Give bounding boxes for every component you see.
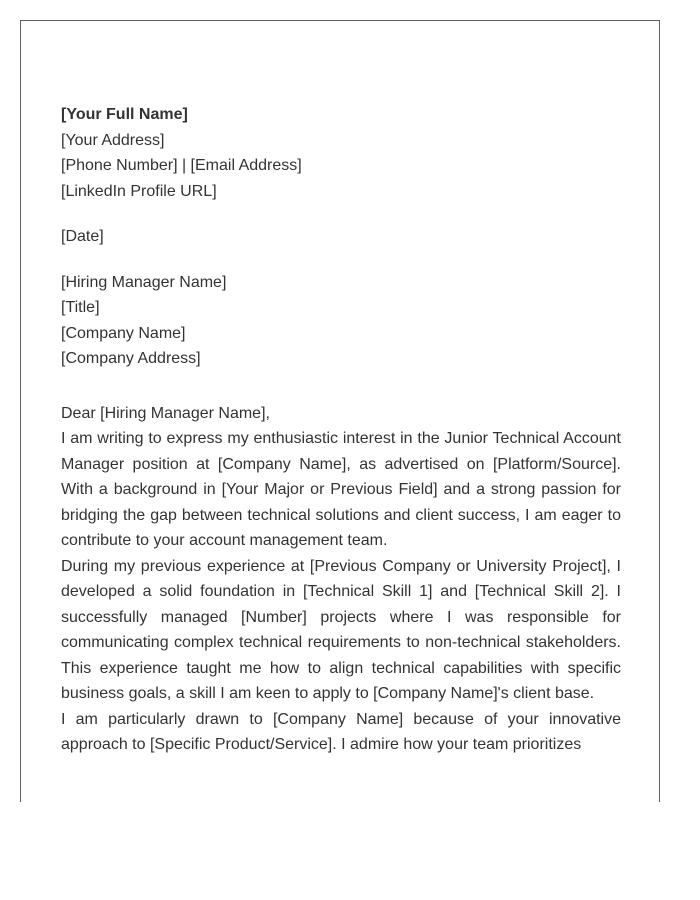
body-paragraph-2: During my previous experience at [Previous Company or University Project], I developed a solid foundation in [Technical Skill 1] and [Technical Skill 2]. I successfully managed [Number] projects where I was responsible for communicating complex technical requirements to non-technical stakeholders. This experience taught me how to align technical capabilities with specific business goals, a skill I am keen to apply to [Company Name]'s client base. (61, 557, 621, 702)
recipient-title: [Title] (61, 299, 100, 316)
sender-block (61, 102, 621, 204)
date-block (61, 224, 621, 250)
greeting: Dear [Hiring Manager Name], (61, 404, 270, 422)
letter-page (20, 20, 660, 802)
recipient-manager-name: [Hiring Manager Name] (61, 273, 227, 291)
sender-address: [Your Address] (61, 131, 165, 149)
recipient-block (61, 270, 621, 372)
sender-full-name: [Your Full Name] (61, 106, 188, 123)
letter-date: [Date] (61, 228, 104, 245)
recipient-company-address: [Company Address] (61, 350, 201, 367)
body-paragraph-1: I am writing to express my enthusiastic interest in the Junior Technical Account Manager position at [Company Name], as advertised on [Platform/Source]. With a background in [Your Major or Previous Field] and a strong passion for bridging the gap between technical solutions and client success, I am eager to contribute to your account management team. (61, 430, 621, 549)
sender-linkedin: [LinkedIn Profile URL] (61, 182, 217, 200)
letter-body (61, 102, 621, 758)
body-paragraph-3: I am particularly drawn to [Company Name] because of your innovative approach to [Specific Product/Service]. I admire how your team prioritizes (61, 710, 621, 753)
greeting-block (61, 401, 621, 427)
recipient-company-name: [Company Name] (61, 324, 186, 342)
sender-phone-email: [Phone Number] | [Email Address] (61, 157, 302, 174)
